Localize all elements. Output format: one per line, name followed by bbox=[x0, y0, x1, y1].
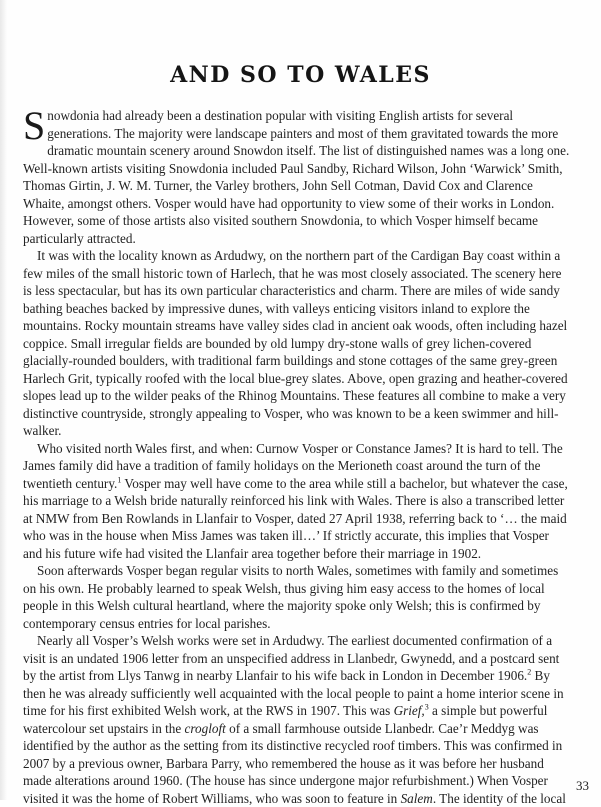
footnote-ref-1: 1 bbox=[117, 475, 122, 485]
paragraph-1 bbox=[23, 103, 571, 247]
paragraph-1-text: nowdonia had already been a destination popular with visiting English artists for several generations. The majority were landscape painters and most of them gravitated towards the more dramatic mountain scenery around Snowdon itself. The list of distinguished names was a long one. Well-known artists visiting Snowdonia included Paul Sandby, Richard Wilson, John ‘Warwick’ Smith, Thomas Girtin, J. W. M. Turner, the Varley brothers, John Sell Cotman, David Cox and Clarence Whaite, amongst others. Vosper would have had opportunity to view some of their works in London. However, some of those artists also visited southern Snowdonia, to which Vosper himself became particularly attracted. bbox=[23, 108, 570, 246]
paragraph-5-text-b: By then he was already sufficiently well acquainted with the local people to paint a home interior scene in time for his first exhibited Welsh work, at the RWS in 1907. This was bbox=[23, 668, 564, 718]
body-text bbox=[23, 103, 571, 807]
artwork-title-salem: Salem bbox=[400, 790, 433, 806]
paragraph-2 bbox=[23, 247, 571, 440]
footnote-ref-2: 2 bbox=[527, 667, 532, 677]
page-number: 33 bbox=[576, 778, 589, 793]
page-edge-shadow bbox=[0, 0, 7, 800]
paragraph-3-text-b: Vosper may well have come to the area while still a bachelor, but whatever the case, his marriage to a Welsh bride naturally reinforced his link with Wales. There is also a transcribed letter at NMW from Ben Rowlands in Llanfair to Vosper, dated 27 April 1938, referring back to ‘… the maid who was in the house when Miss James was taken ill…’ If strictly accurate, this implies that Vosper and his future wife had visited the Llanfair area together before their marriage in 1902. bbox=[23, 475, 568, 561]
paragraph-5-text-a: Nearly all Vosper’s Welsh works were set in Ardudwy. The earliest documented confirmation of a visit is an undated 1906 letter from an unspecified address in Llanbedr, Gwynedd, and a postcard sent by the artist from Llys Tanwg in nearby Llanfair to his wife back in London in December 1906. bbox=[23, 633, 560, 683]
paragraph-3-text-a: Who visited north Wales first, and when: Curnow Vosper or Constance James? It is hard to tell. The James family did have a tradition of family holidays on the Merioneth coast around the turn of the twentieth century. bbox=[23, 440, 563, 491]
paragraph-3 bbox=[23, 440, 571, 563]
paragraph-2-text: It was with the locality known as Ardudwy, on the northern part of the Cardigan Bay coast within a few miles of the small historic town of Harlech, that he was most closely associated. The scenery here is less spectacular, but has its own particular characteristics and charm. There are miles of wide sandy bathing beaches backed by impressive dunes, with valleys enticing visitors inland to explore the mountains. Rocky mountain streams have valley sides clad in ancient oak woods, often including hazel coppice. Small irregular fields are bounded by old lumpy dry-stone walls of grey lichen-covered glacially-rounded boulders, with traditional farm buildings and stone cottages of the same grey-green Harlech Grit, typically roofed with the local blue-grey slates. Above, open grazing and heather-covered slopes lead up to the wilder peaks of the Rhinog Mountains. These features all combine to make a very distinctive countryside, strongly appealing to Vosper, who was known to be a keen swimmer and hill-walker. bbox=[23, 248, 568, 438]
paragraph-5-text-e: . The identity of the local bbox=[432, 790, 566, 806]
footnote-ref-3: 3 bbox=[424, 702, 429, 712]
chapter-title: AND SO TO WALES bbox=[170, 62, 431, 88]
artwork-title-grief: Grief, bbox=[393, 703, 425, 718]
term-crogloft: crogloft bbox=[184, 720, 226, 736]
paragraph-5 bbox=[23, 632, 571, 807]
paragraph-4-text: Soon afterwards Vosper began regular visits to north Wales, sometimes with family and sometimes on his own. He probably learned to speak Welsh, thus giving him easy access to the homes of local people in this Welsh cultural heartland, where the majority spoke only Welsh; this is confirmed by contemporary census entries for local parishes. bbox=[23, 563, 559, 631]
paragraph-4 bbox=[23, 562, 571, 632]
paragraph-5-text-d: of a small farmhouse outside Llanbedr. Cae’r Meddyg was identified by the author as the setting from its distinctive recycled roof timbers. This was confirmed in 2007 by a previous owner, Barbara Parry, who remembered the house as it was before her husband made alterations around 1960. (The house has since undergone major refurbishment.) When Vosper visited it was the home of Robert Williams, who was soon to feature in bbox=[23, 720, 563, 806]
paragraph-5-text-c: a simple but powerful watercolour set upstairs in the bbox=[23, 703, 548, 736]
drop-cap: S bbox=[23, 103, 46, 148]
